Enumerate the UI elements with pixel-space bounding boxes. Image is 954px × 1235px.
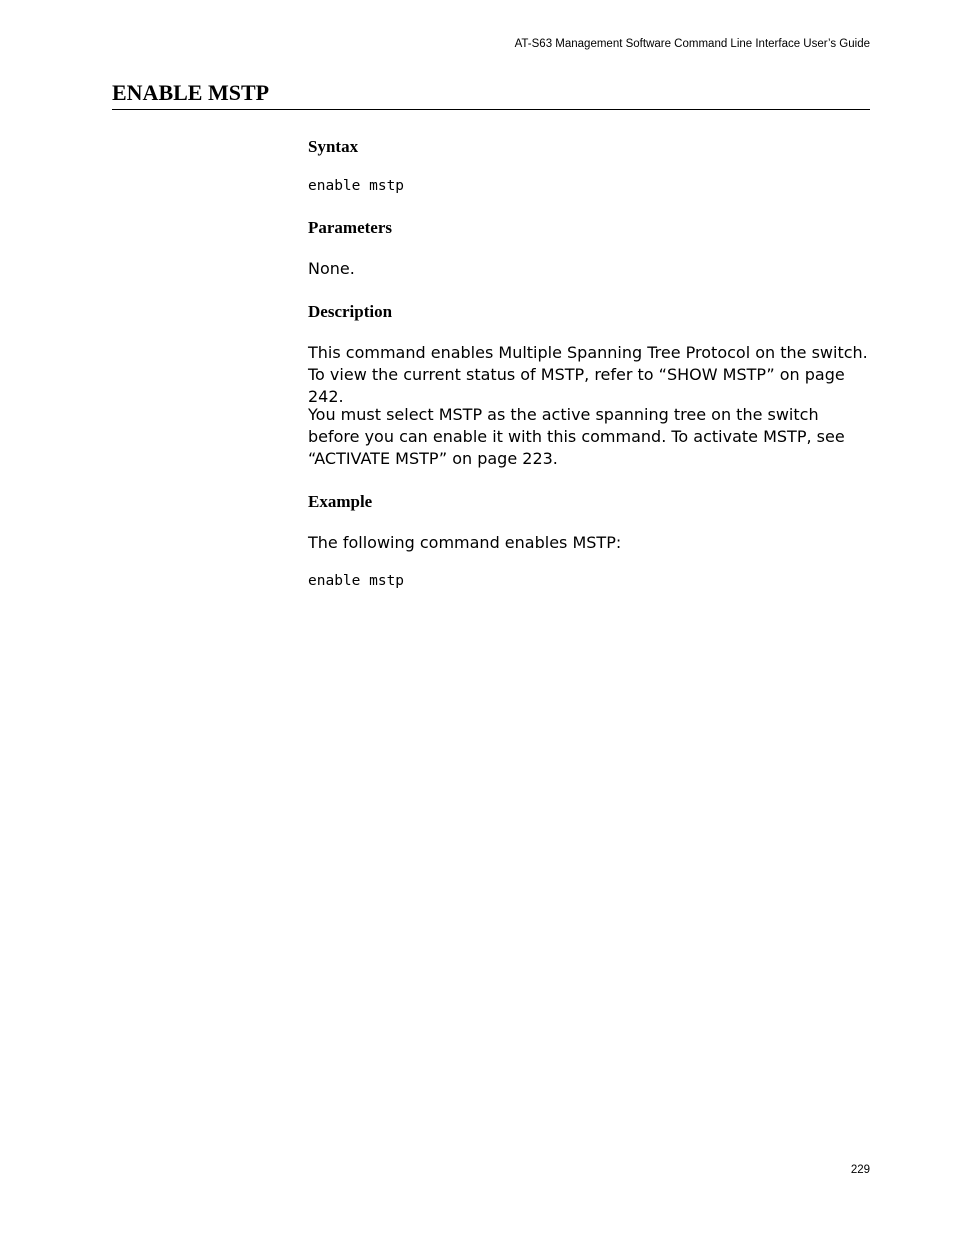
title-rule [112,109,870,110]
parameters-text: None. [308,259,355,278]
description-heading: Description [308,302,393,321]
page-number: 229 [850,1164,870,1176]
example-code: enable mstp [308,573,405,589]
syntax-heading: Syntax [308,137,359,156]
example-heading: Example [308,492,373,511]
description-paragraph-1: This command enables Multiple Spanning Tree Protocol on the switch. To view the current status of MSTP, refer to “SHOW MSTP” on page 242. [308,343,868,406]
description-paragraph-2: You must select MSTP as the active spanning tree on the switch before you can enable it with this command. To activate MSTP, see “ACTIVATE MSTP” on page 223. [308,405,845,468]
running-header: AT-S63 Management Software Command Line Interface User’s Guide [514,38,870,50]
syntax-code: enable mstp [308,178,405,194]
page-title: ENABLE MSTP [112,80,270,105]
parameters-heading: Parameters [308,218,393,237]
example-text: The following command enables MSTP: [308,533,622,552]
